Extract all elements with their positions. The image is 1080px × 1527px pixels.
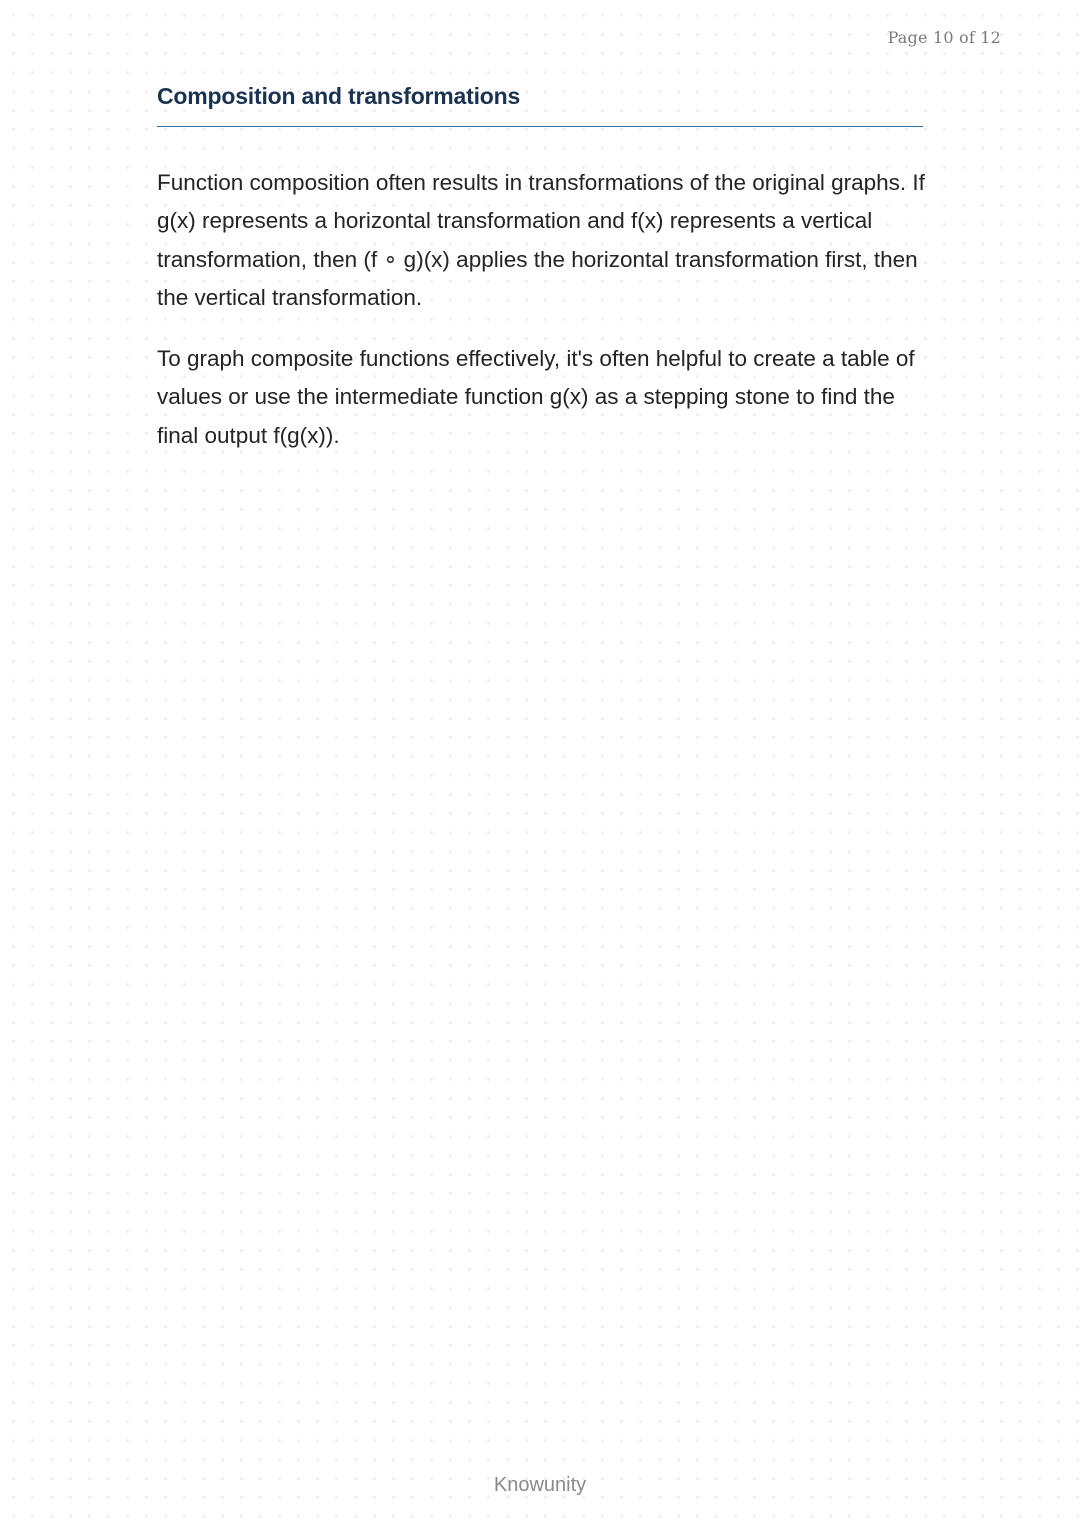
footer-brand: Knowunity (493, 1474, 587, 1496)
paragraph-graphing-composite-functions: To graph composite functions effectively, it's often helpful to create a table of values or use the intermediate function g(x) as a stepping stone to find the final output f(g(x)). (157, 346, 915, 448)
heading-divider (157, 126, 923, 127)
section-heading: Composition and transformations (157, 83, 521, 109)
page-number: Page 10 of 12 (887, 28, 1001, 47)
paragraph-composition-transformations: Function composition often results in transformations of the original graphs. If g(x) represents a horizontal transformation and f(x) represents a vertical transformation, then (f ∘ g)(x) applies the horizontal transformation first, then the vertical transformation. (157, 170, 925, 310)
